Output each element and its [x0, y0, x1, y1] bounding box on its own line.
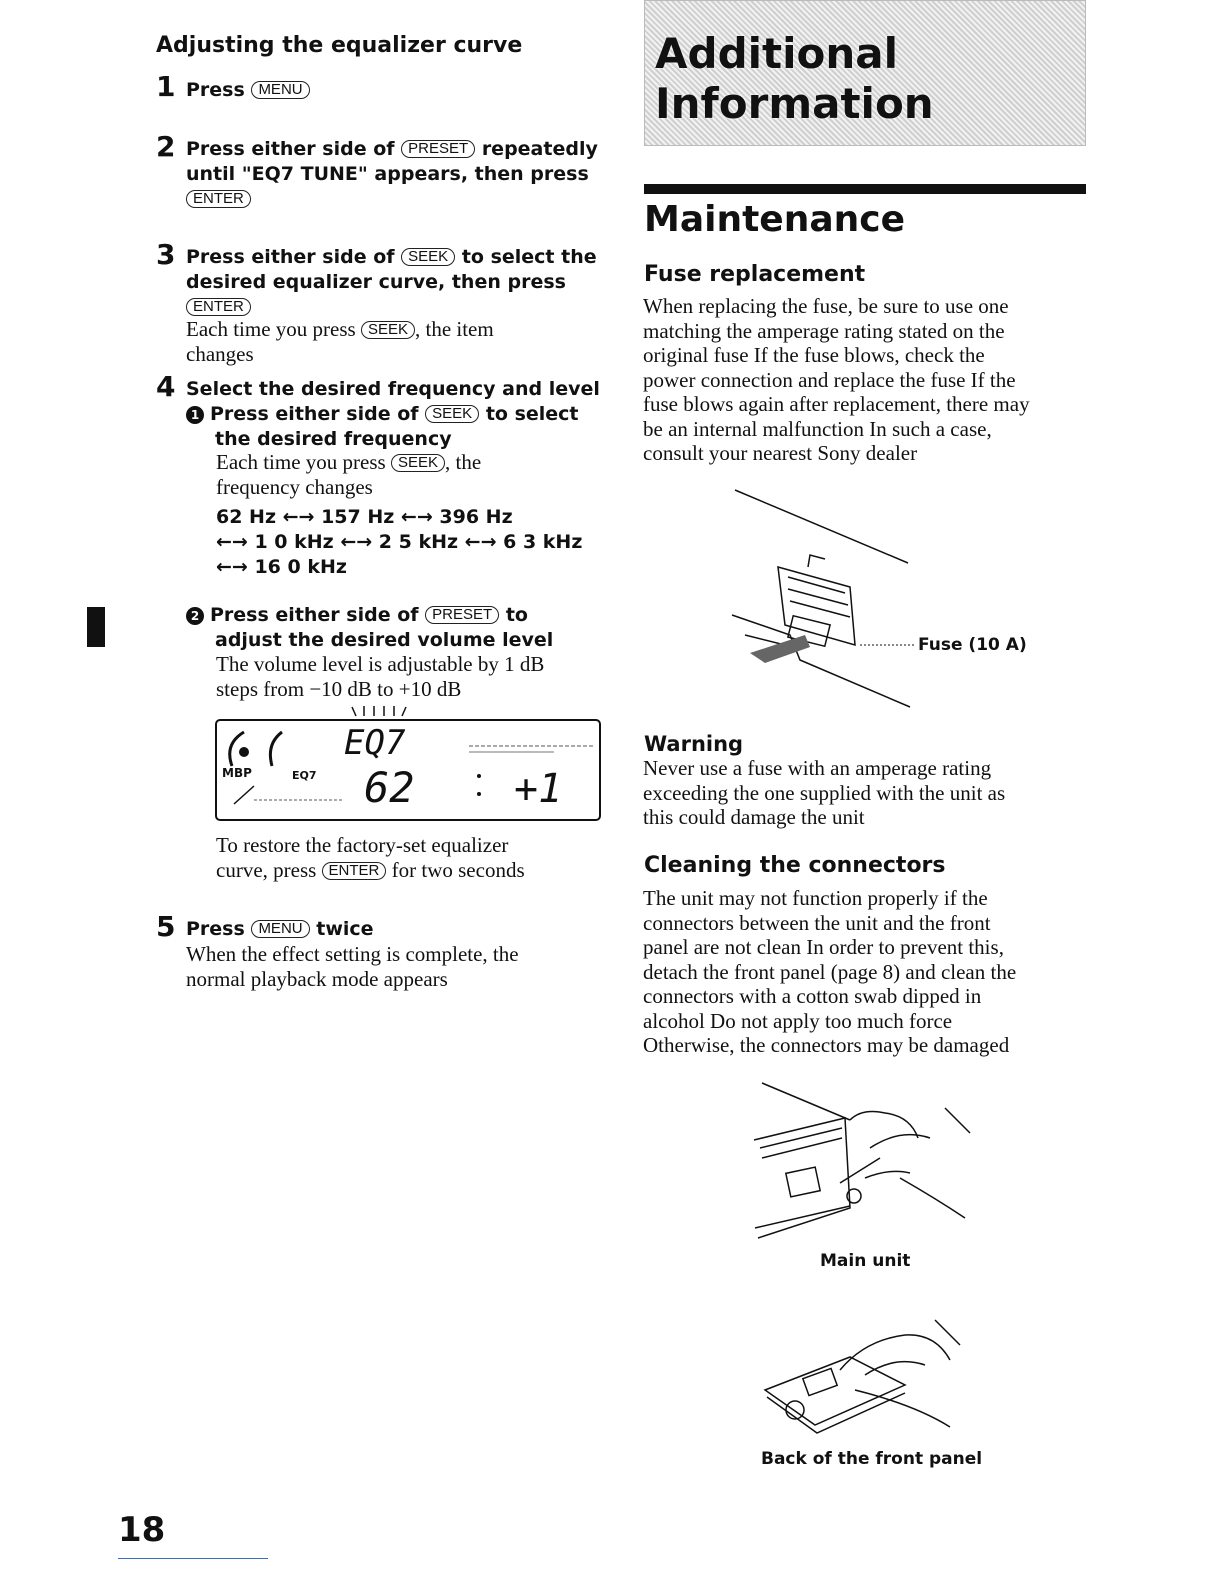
- warning-line: Never use a fuse with an amperage rating: [643, 756, 992, 780]
- seek-key: SEEK: [425, 405, 479, 423]
- footer-rule: [118, 1558, 268, 1559]
- step-number-3: 3: [156, 238, 176, 271]
- bullet-1-icon: 1: [186, 406, 204, 424]
- step-5-label: Press: [186, 918, 245, 940]
- additional-information-banner: [644, 0, 1086, 146]
- step-3-body-line2: changes: [186, 342, 254, 366]
- sub1-pre: Press either side of: [210, 403, 419, 425]
- restore-post: for two seconds: [391, 858, 525, 882]
- warning-heading: Warning: [644, 732, 744, 756]
- step-4-sub1: [186, 402, 606, 452]
- cleaning-line: alcohol Do not apply too much force: [643, 1008, 953, 1033]
- main-unit-illustration: [750, 1078, 975, 1250]
- step-5-text: [186, 917, 374, 942]
- step-3-post: to select the: [461, 246, 597, 268]
- margin-marker: [87, 607, 105, 647]
- seek-key: SEEK: [401, 248, 455, 266]
- step-3-body-post: , the item: [414, 317, 494, 341]
- sub1-body-post: , the: [444, 450, 482, 474]
- lcd-display-svg: [214, 704, 602, 822]
- warning-line: this could damage the unit: [643, 805, 865, 829]
- step-5-body-line1: When the effect setting is complete, the: [186, 942, 519, 966]
- step-3-text: [186, 245, 606, 320]
- main-unit-svg: [750, 1078, 975, 1250]
- preset-key: PRESET: [425, 606, 499, 624]
- lcd-eq-label: EQ7: [292, 769, 317, 782]
- lcd-segment-top: EQ7: [344, 723, 406, 763]
- seek-key: SEEK: [361, 321, 415, 339]
- warning-line: exceeding the one supplied with the unit as: [643, 780, 1006, 805]
- sub2-line2: adjust the desired volume level: [215, 629, 554, 651]
- step-5-body-line2: normal playback mode appears: [186, 967, 448, 991]
- fuse-line: consult your nearest Sony dealer: [643, 441, 918, 465]
- sub2-body-line2: steps from −10 dB to +10 dB: [216, 677, 462, 701]
- cleaning-paragraph: [643, 886, 1088, 1058]
- step-5-post: twice: [316, 918, 374, 940]
- step-2-text: [186, 137, 606, 212]
- section-heading-equalizer: Adjusting the equalizer curve: [156, 33, 523, 58]
- menu-key: MENU: [251, 81, 309, 99]
- sub2-pre: Press either side of: [210, 604, 419, 626]
- main-unit-caption: Main unit: [820, 1251, 911, 1271]
- cleaning-line: The unit may not function properly if the: [643, 886, 988, 910]
- step-1-label: Press: [186, 79, 245, 101]
- fuse-line: power connection and replace the fuse If the: [643, 367, 1016, 392]
- step-4-title: Select the desired frequency and level: [186, 378, 600, 400]
- enter-key: ENTER: [322, 862, 387, 880]
- section-rule: [644, 184, 1086, 194]
- freq-line-1: 62 Hz ←→ 157 Hz ←→ 396 Hz: [216, 506, 513, 528]
- sub2-post: to: [505, 604, 528, 626]
- cleaning-line: detach the front panel (page 8) and clean the: [643, 959, 1017, 984]
- fuse-line: fuse blows again after replacement, there may: [643, 392, 1030, 416]
- frequency-list: [216, 505, 606, 580]
- seek-key: SEEK: [391, 454, 445, 472]
- fuse-paragraph: [643, 294, 1088, 466]
- step-number-4: 4: [156, 370, 176, 403]
- cleaning-line: connectors between the unit and the front: [643, 910, 991, 935]
- sub2-body: [216, 652, 606, 702]
- sub1-post: to select: [485, 403, 579, 425]
- fuse-line: matching the amperage rating stated on the: [643, 318, 1005, 343]
- cleaning-heading: Cleaning the connectors: [644, 853, 946, 878]
- restore-pre: curve, press: [216, 858, 317, 882]
- menu-key: MENU: [251, 920, 309, 938]
- lcd-display-illustration: [214, 704, 602, 822]
- sub1-body: [216, 450, 606, 500]
- fuse-heading: Fuse replacement: [644, 262, 866, 287]
- banner-line-2: Information: [655, 79, 934, 128]
- step-number-2: 2: [156, 130, 176, 163]
- bullet-2-icon: 2: [186, 607, 204, 625]
- warning-paragraph: [643, 756, 1088, 830]
- restore-line1: To restore the factory-set equalizer: [216, 833, 509, 857]
- step-3-body-pre: Each time you press: [186, 317, 356, 341]
- step-2-line2: until "EQ7 TUNE" appears, then press: [186, 163, 589, 185]
- lcd-mbp-label: MBP: [222, 766, 252, 780]
- banner-line-1: Additional: [655, 29, 898, 78]
- freq-line-3: ←→ 16 0 kHz: [216, 556, 347, 578]
- cleaning-line: Otherwise, the connectors may be damaged: [643, 1033, 1010, 1057]
- front-panel-svg: [755, 1315, 965, 1440]
- step-3-body: [186, 317, 606, 367]
- step-3-line2: desired equalizer curve, then press: [186, 271, 566, 293]
- cleaning-line: connectors with a cotton swab dipped in: [643, 984, 982, 1008]
- step-5-body: [186, 942, 606, 992]
- step-4-sub2: [186, 603, 606, 653]
- enter-key: ENTER: [186, 190, 251, 208]
- step-3-pre: Press either side of: [186, 246, 395, 268]
- step-2-pre: Press either side of: [186, 138, 395, 160]
- fuse-illustration: [730, 485, 930, 715]
- freq-line-2: ←→ 1 0 kHz ←→ 2 5 kHz ←→ 6 3 kHz: [216, 531, 583, 553]
- front-panel-illustration: [755, 1315, 965, 1440]
- preset-key: PRESET: [401, 140, 475, 158]
- restore-note: [216, 833, 616, 883]
- sub1-body-line2: frequency changes: [216, 475, 373, 499]
- section-title-maintenance: Maintenance: [644, 199, 906, 240]
- fuse-line: When replacing the fuse, be sure to use one: [643, 294, 1009, 318]
- front-panel-caption: Back of the front panel: [761, 1449, 983, 1469]
- page-number: 18: [118, 1510, 166, 1550]
- fuse-drawing-svg: [730, 485, 930, 715]
- fuse-label: Fuse (10 A): [918, 635, 1027, 655]
- step-number-1: 1: [156, 70, 176, 103]
- lcd-segment-value: 62: [364, 763, 415, 812]
- sub2-body-line1: The volume level is adjustable by 1 dB: [216, 652, 545, 676]
- fuse-line: be an internal malfunction In such a case,: [643, 416, 992, 441]
- step-1-text: [186, 78, 310, 103]
- sub1-body-pre: Each time you press: [216, 450, 386, 474]
- cleaning-line: panel are not clean In order to prevent this,: [643, 935, 1004, 959]
- step-number-5: 5: [156, 910, 176, 943]
- lcd-segment-level: +1: [514, 766, 563, 812]
- sub1-line2: the desired frequency: [215, 428, 452, 450]
- enter-key: ENTER: [186, 298, 251, 316]
- fuse-line: original fuse If the fuse blows, check the: [643, 343, 985, 367]
- step-2-post: repeatedly: [481, 138, 598, 160]
